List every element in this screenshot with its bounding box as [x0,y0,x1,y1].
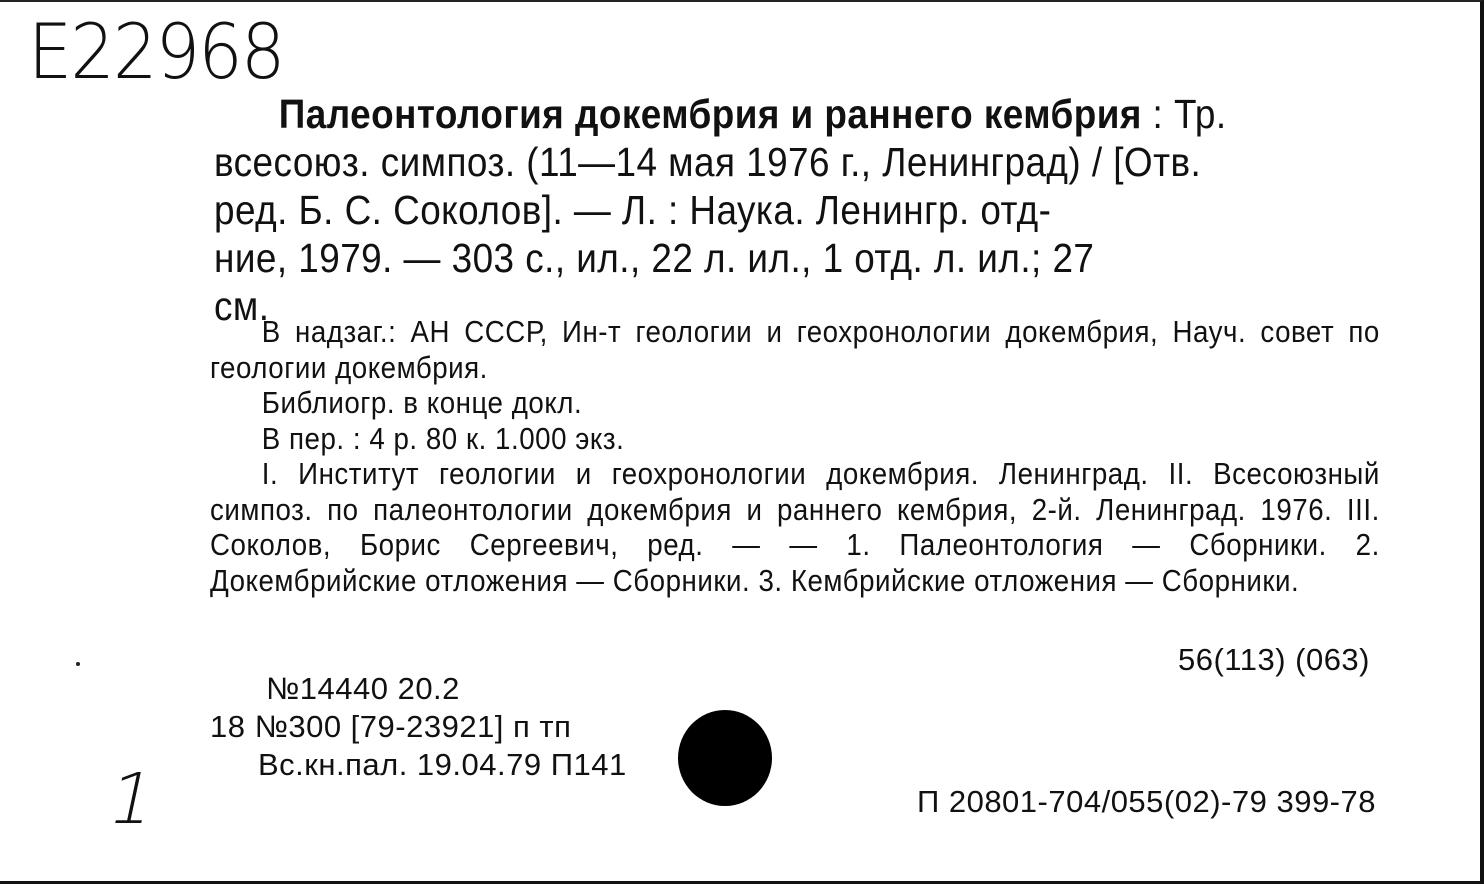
title-line-3: ред. Б. С. Соколов]. — Л. : Наука. Ленингр. отд- [214,187,1052,233]
punch-hole [678,710,772,806]
publisher-index-code: П 20801-704/055(02)-79 399-78 [916,784,1376,819]
printing-stamp [210,670,627,784]
title-line-1 [214,90,1384,138]
ink-dot [76,662,80,666]
stamp-line-1: №14440 20.2 [266,671,460,706]
title-line-5: см. [214,283,270,329]
note-header: В надзаг.: АН СССР, Ин-т геологии и геохронологии докембрия, Науч. совет по геологии докембрия. [210,314,1380,385]
udc-classification: 56(113) (063) [1177,642,1370,677]
stamp-line-3: Вс.кн.пал. 19.04.79 П141 [258,747,627,782]
note-subjects: I. Институт геологии и геохронологии докембрия. Ленинград. II. Всесоюзный симпоз. по палеонтологии докембрия и раннего кембрия, 2-й. Ленинград. 1976. III. Соколов, Борис Сергеевич, ред. — — 1. Палеонтология — Сборники. 2. Докембрийские отложения — Сборники. 3. Кембрийские отложения — Сборники. [210,456,1380,598]
handwritten-copy-number: 1 [101,758,164,840]
stamp-line-2: 18 №300 [79-23921] п тп [210,709,572,744]
note-bibliography: Библиогр. в конце докл. [261,385,583,420]
title-line-2: всесоюз. симпоз. (11—14 мая 1976 г., Ленинград) / [Отв. [214,139,1202,185]
notes-block [210,314,1380,598]
title-rest: : Тр. [1141,91,1227,137]
note-price: В пер. : 4 р. 80 к. 1.000 экз. [261,420,625,456]
title-line-4: ние, 1979. — 303 с., ил., 22 л. ил., 1 отд. л. ил.; 27 [214,235,1095,281]
bibliographic-title-block [214,90,1384,330]
handwritten-accession-number: E22968 [28,7,284,96]
title-bold: Палеонтология докембрия и раннего кембрия [278,91,1142,137]
